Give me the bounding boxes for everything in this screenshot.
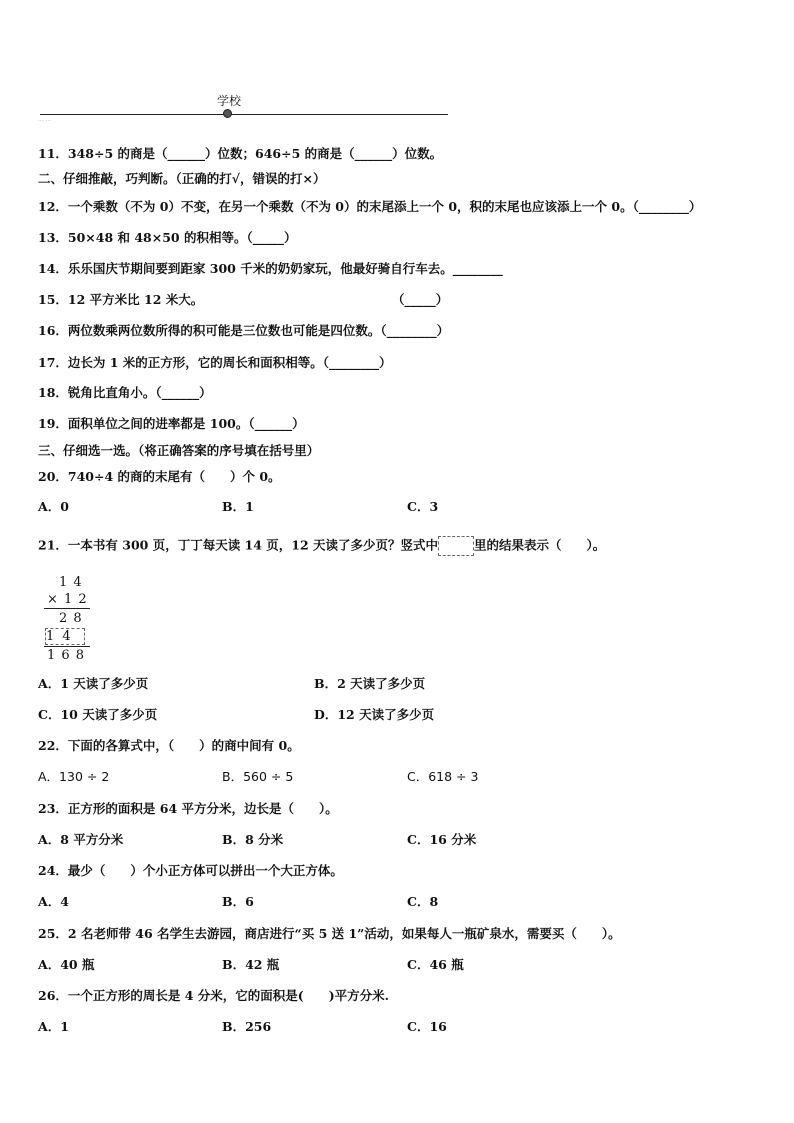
dashed-box-icon xyxy=(438,536,474,556)
q23-option-a: A．8 平方分米 xyxy=(38,832,124,847)
q26-option-a: A．1 xyxy=(38,1019,69,1034)
q26-option-b: B．256 xyxy=(222,1019,272,1034)
question-13: 13．50×48 和 48×50 的积相等。（_____） xyxy=(38,230,297,245)
calc-row-4: 1 4 xyxy=(45,628,85,645)
question-19: 19．面积单位之间的进率都是 100。（______） xyxy=(38,416,305,431)
calc-row-2: × 1 2 xyxy=(47,592,88,607)
question-26: 26．一个正方形的周长是 4 分米，它的面积是( )平方分米. xyxy=(38,988,389,1003)
q24-option-b: B．6 xyxy=(222,894,254,909)
question-25: 25．2 名老师带 46 名学生去游园，商店进行“买 5 送 1”活动，如果每人一瓶矿泉水，需要买（ ）。 xyxy=(38,926,621,941)
question-21-text-b: 里的结果表示（ ）。 xyxy=(474,537,606,553)
question-16: 16．两位数乘两位数所得的积可能是三位数也可能是四位数。（________） xyxy=(38,323,450,338)
question-14: 14．乐乐国庆节期间要到距家 300 千米的奶奶家玩，他最好骑自行车去。________ xyxy=(38,261,503,276)
q20-option-a: A．0 xyxy=(38,499,69,514)
question-18: 18．锐角比直角小。（______） xyxy=(38,385,212,400)
section-2-heading: 二、仔细推敲，巧判断。（正确的打√，错误的打×） xyxy=(38,171,326,186)
question-21-text-a: 21．一本书有 300 页，丁丁每天读 14 页，12 天读了多少页？竖式中 xyxy=(38,537,439,553)
q22-option-a: A．130 ÷ 2 xyxy=(38,769,110,784)
q23-option-b: B．8 分米 xyxy=(222,832,284,847)
header-faint-text: ··· ··· xyxy=(38,118,52,125)
q21-option-b: B．2 天读了多少页 xyxy=(314,676,426,691)
question-24: 24．最少（ ）个小正方体可以拼出一个大正方体。 xyxy=(38,863,343,878)
question-17: 17．边长为 1 米的正方形，它的周长和面积相等。（________） xyxy=(38,355,392,370)
question-20: 20．740÷4 的商的末尾有（ ）个 0。 xyxy=(38,469,281,484)
question-23: 23．正方形的面积是 64 平方分米，边长是（ ）。 xyxy=(38,801,338,816)
q21-option-c: C．10 天读了多少页 xyxy=(38,707,158,722)
q25-option-a: A．40 瓶 xyxy=(38,957,95,972)
q26-option-c: C．16 xyxy=(407,1019,447,1034)
calc-rule-1 xyxy=(44,608,90,609)
question-12: 12．一个乘数（不为 0）不变，在另一个乘数（不为 0）的末尾添上一个 0，积的末尾也应该添上一个 0。（________） xyxy=(38,199,702,214)
question-11: 11．348÷5 的商是（______）位数；646÷5 的商是（______）位数。 xyxy=(38,146,443,161)
question-21 xyxy=(38,536,605,556)
calc-rule-2 xyxy=(44,646,90,647)
section-3-heading: 三、仔细选一选。（将正确答案的序号填在括号里） xyxy=(38,443,320,458)
question-15-blank: （_____） xyxy=(392,292,449,307)
school-label: 学校 xyxy=(217,94,242,108)
q25-option-c: C．46 瓶 xyxy=(407,957,464,972)
question-22: 22．下面的各算式中，（ ）的商中间有 0。 xyxy=(38,738,300,753)
q22-option-c: C．618 ÷ 3 xyxy=(407,769,479,784)
q21-option-a: A．1 天读了多少页 xyxy=(38,676,149,691)
q20-option-b: B．1 xyxy=(222,499,254,514)
q20-option-c: C．3 xyxy=(407,499,439,514)
q21-option-d: D．12 天读了多少页 xyxy=(314,707,435,722)
calc-row-3: 2 8 xyxy=(59,611,83,626)
q24-option-a: A．4 xyxy=(38,894,69,909)
header-rule xyxy=(40,114,448,115)
calc-row-5: 1 6 8 xyxy=(47,648,86,663)
q22-option-b: B．560 ÷ 5 xyxy=(222,769,294,784)
q25-option-b: B．42 瓶 xyxy=(222,957,280,972)
question-15: 15．12 平方米比 12 米大。 xyxy=(38,292,204,307)
calc-row-1: 1 4 xyxy=(59,575,83,590)
header-seal-icon xyxy=(223,109,232,118)
q23-option-c: C．16 分米 xyxy=(407,832,477,847)
q24-option-c: C．8 xyxy=(407,894,439,909)
